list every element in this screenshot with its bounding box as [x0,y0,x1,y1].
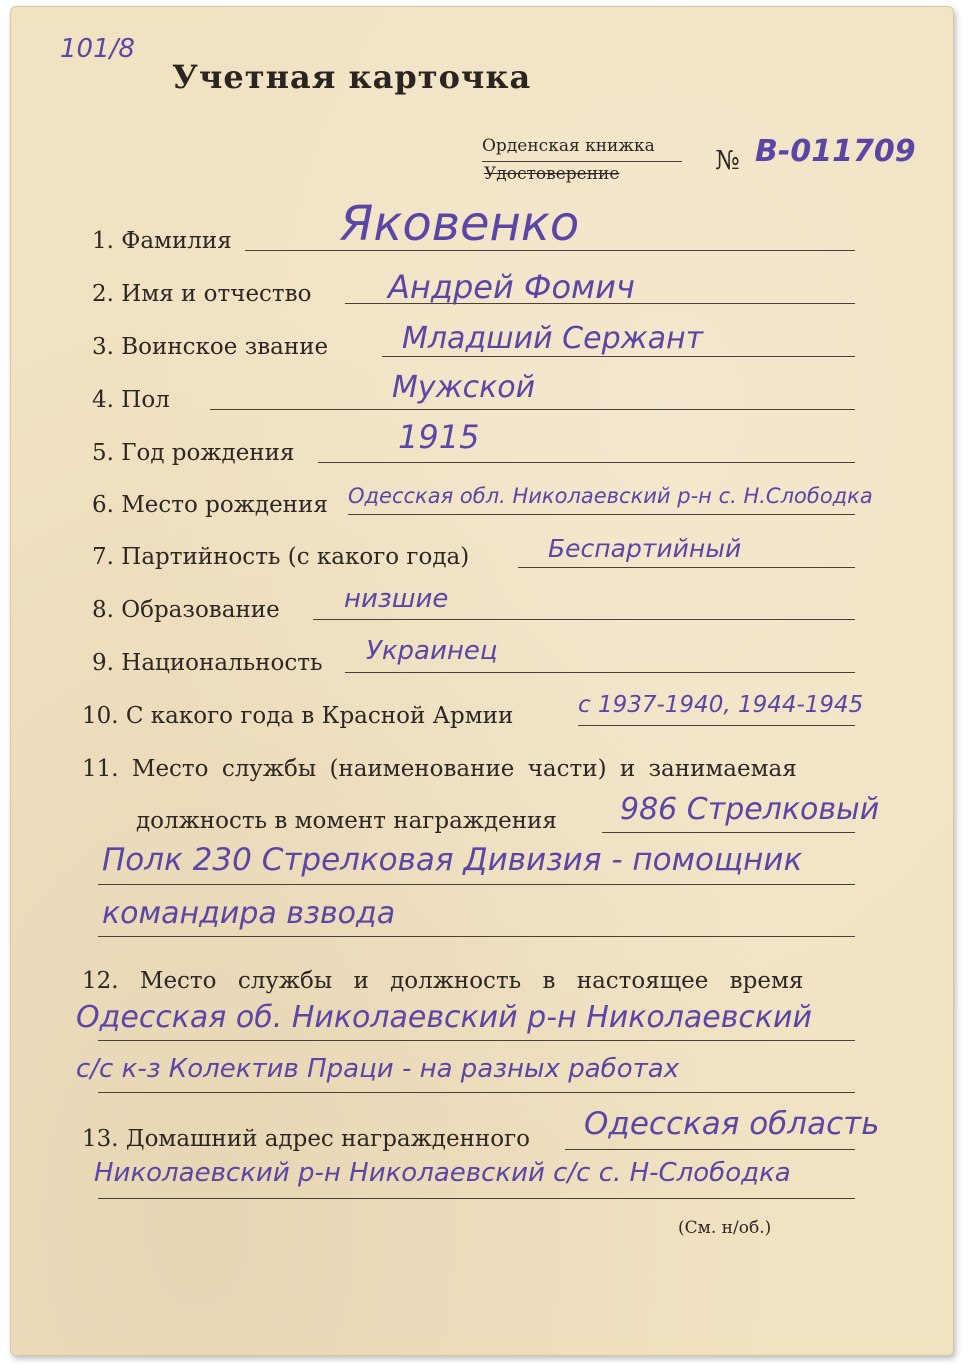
field-value-army-since: с 1937-1940, 1944-1945 [578,692,864,718]
field-value-name: Андрей Фомич [388,268,635,306]
field-value-nationality: Украинец [366,636,498,666]
number-prefix: № [715,146,740,176]
field-value-birth-place: Одесская обл. Николаевский р-н с. Н.Слободка [348,484,873,508]
field-value-rank: Младший Сержант [402,321,704,356]
field11-value-line1: 986 Стрелковый [620,792,880,827]
page-title: Учетная карточка [172,58,532,96]
field13-line1 [565,1149,855,1150]
footer-note: (См. н/об.) [678,1218,772,1238]
field-line-party [518,567,855,568]
field11-line3 [98,936,855,937]
field12-line2 [98,1092,855,1093]
field11-label-line2: должность в момент награждения [136,808,557,834]
award-record-card [10,6,954,1356]
field11-line1 [602,832,855,833]
doc-type-struck: Удостоверение [484,164,620,184]
field-label-name: 2. Имя и отчество [92,281,312,307]
field-label-birth-year: 5. Год рождения [92,440,295,466]
field-value-surname: Яковенко [340,196,580,252]
field-label-education: 8. Образование [92,597,280,623]
field-label-army-since: 10. С какого года в Красной Армии [82,703,514,729]
field-line-rank [382,356,855,357]
field13-value-line1: Одесская область [584,1106,880,1142]
field-label-birth-place: 6. Место рождения [92,492,328,518]
field-line-education [313,619,855,620]
field-label-rank: 3. Воинское звание [92,334,329,360]
field11-label-line1: 11. Место службы (наименование части) и занимаемая [82,756,797,782]
field-value-education: низшие [344,584,449,614]
doc-type-primary: Орденская книжка [482,136,655,156]
field11-value-line3: командира взвода [102,896,396,931]
field-line-nationality [345,672,855,673]
field12-label: 12. Место службы и должность в настоящее время [82,968,804,994]
field11-value-line2: Полк 230 Стрелковая Дивизия - помощник [102,842,803,878]
number-value: В-011709 [755,134,916,169]
field12-line1 [98,1040,855,1041]
field13-label: 13. Домашний адрес награжденного [82,1126,530,1152]
corner-note: 101/8 [60,34,135,64]
field-value-sex: Мужской [392,370,536,405]
field-label-party: 7. Партийность (с какого года) [92,544,470,570]
field-label-surname: 1. Фамилия [92,228,232,254]
field12-value-line1: Одесская об. Николаевский р-н Николаевский [76,1000,813,1035]
field12-value-line2: с/с к-з Колектив Праци - на разных работах [76,1054,680,1084]
field-label-nationality: 9. Национальность [92,650,323,676]
field-label-sex: 4. Пол [92,387,170,413]
field-line-sex [210,409,855,410]
field-line-birth-year [318,462,855,463]
field-line-army-since [578,725,855,726]
field11-line2 [98,884,855,885]
doc-type-divider [482,161,682,162]
field-value-party: Беспартийный [548,534,742,563]
field13-line2 [98,1198,855,1199]
field-value-birth-year: 1915 [398,418,480,456]
field-line-birth-place [348,514,855,515]
field13-value-line2: Николаевский р-н Николаевский с/с с. Н-Слободка [94,1158,791,1188]
